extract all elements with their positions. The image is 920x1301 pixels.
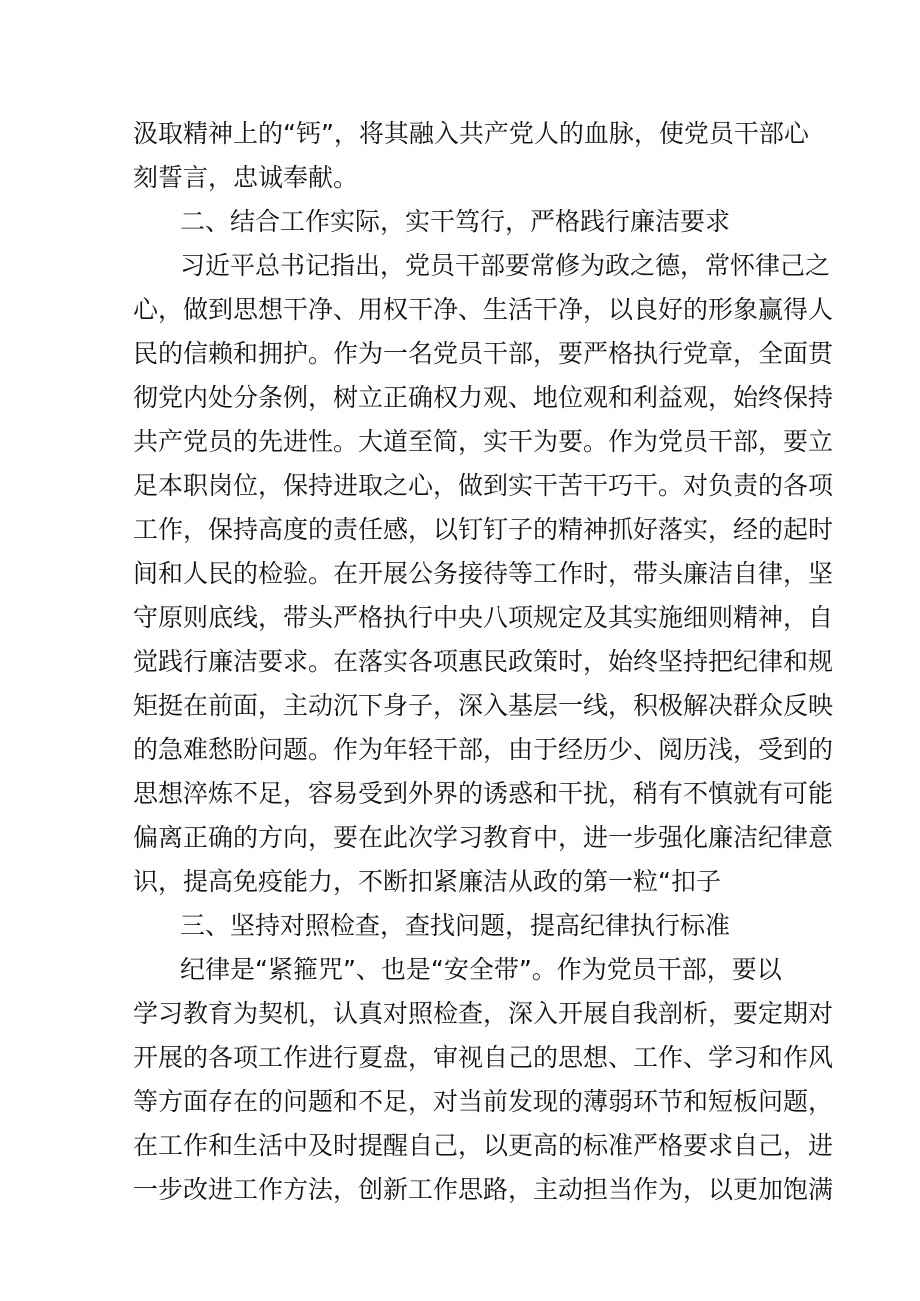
text-line: 开展的各项工作进行夏盘，审视自己的思想、工作、学习和作风 bbox=[133, 1043, 834, 1072]
text-line: 识，提高免疫能力，不断扣紧廉洁从政的第一粒“扣子 bbox=[133, 867, 721, 896]
paragraph-start: 纪律是“紧箍咒”、也是“安全带”。作为党员干部，要以 bbox=[180, 955, 782, 984]
text-line: 间和人民的检验。在开展公务接待等工作时，带头廉洁自律，坚 bbox=[133, 559, 834, 588]
text-line: 心，做到思想干净、用权干净、生活干净，以良好的形象赢得人 bbox=[133, 295, 834, 324]
text-line: 思想淬炼不足，容易受到外界的诱惑和干扰，稍有不慎就有可能 bbox=[133, 779, 834, 808]
text-line: 彻党内处分条例，树立正确权力观、地位观和利益观，始终保持 bbox=[133, 383, 834, 412]
text-line: 守原则底线，带头严格执行中央八项规定及其实施细则精神，自 bbox=[133, 603, 834, 632]
section-heading-3: 三、坚持对照检查，查找问题，提高纪律执行标准 bbox=[180, 911, 731, 940]
text-line: 等方面存在的问题和不足，对当前发现的薄弱环节和短板问题， bbox=[133, 1087, 834, 1116]
text-line: 汲取精神上的“钙”，将其融入共产党人的血脉，使党员干部心 bbox=[133, 119, 809, 148]
text-line: 民的信赖和拥护。作为一名党员干部，要严格执行党章，全面贯 bbox=[133, 339, 834, 368]
paragraph-start: 习近平总书记指出，党员干部要常修为政之德，常怀律己之 bbox=[180, 251, 831, 280]
text-line: 学习教育为契机，认真对照检查，深入开展自我剖析，要定期对 bbox=[133, 999, 834, 1028]
text-line: 足本职岗位，保持进取之心，做到实干苦干巧干。对负责的各项 bbox=[133, 471, 834, 500]
text-line: 的急难愁盼问题。作为年轻干部，由于经历少、阅历浅，受到的 bbox=[133, 735, 834, 764]
text-line: 矩挺在前面，主动沉下身子，深入基层一线，积极解决群众反映 bbox=[133, 691, 834, 720]
text-line: 偏离正确的方向，要在此次学习教育中，进一步强化廉洁纪律意 bbox=[133, 823, 834, 852]
section-heading-2: 二、结合工作实际，实干笃行，严格践行廉洁要求 bbox=[180, 207, 731, 236]
text-line: 工作，保持高度的责任感，以钉钉子的精神抓好落实，经的起时 bbox=[133, 515, 834, 544]
text-line: 在工作和生活中及时提醒自己，以更高的标准严格要求自己，进 bbox=[133, 1131, 834, 1160]
text-line: 觉践行廉洁要求。在落实各项惠民政策时，始终坚持把纪律和规 bbox=[133, 647, 834, 676]
text-line: 刻誓言，忠诚奉献。 bbox=[133, 163, 359, 192]
text-line: 共产党员的先进性。大道至简，实干为要。作为党员干部，要立 bbox=[133, 427, 834, 456]
text-line: 一步改进工作方法，创新工作思路，主动担当作为，以更加饱满 bbox=[133, 1175, 834, 1204]
